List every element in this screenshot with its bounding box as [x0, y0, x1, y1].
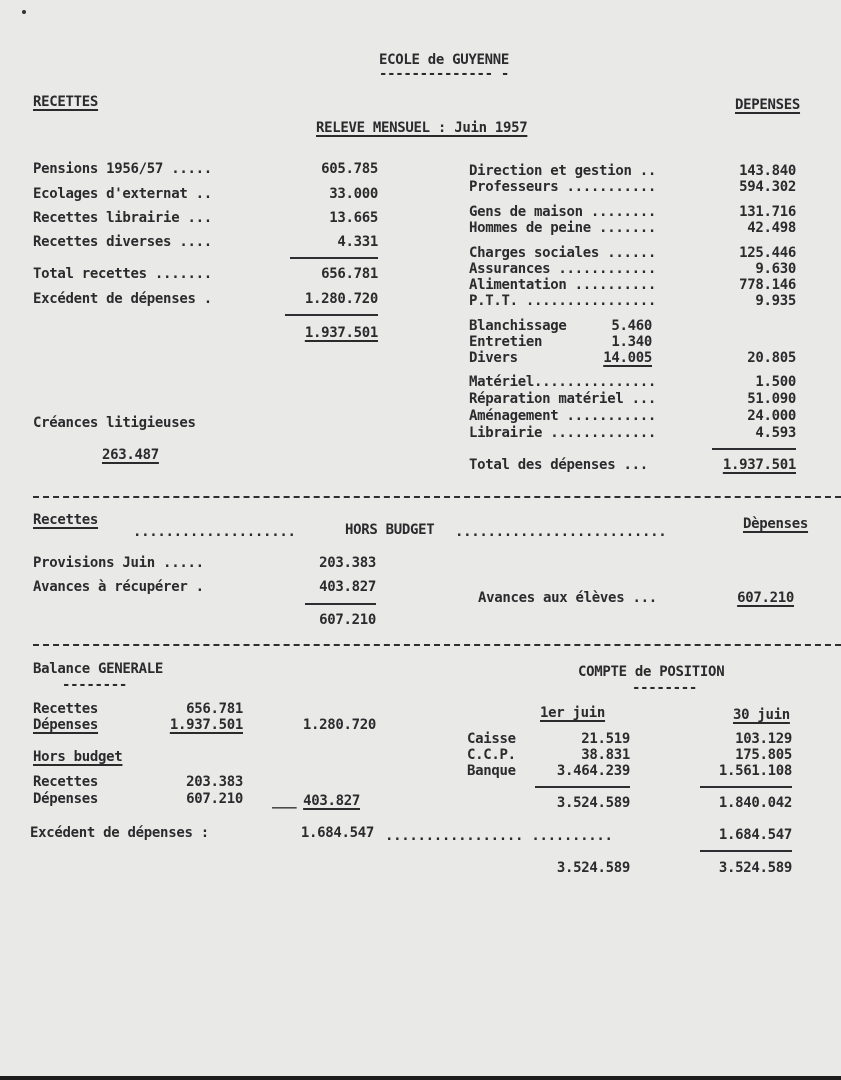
- hb-recettes-label: Recettes: [33, 774, 99, 790]
- excedent-label: Excédent de dépenses .: [33, 291, 212, 307]
- compte-final1: 3.524.589: [556, 860, 630, 876]
- total-depenses-label: Total des dépenses ...: [469, 457, 648, 473]
- depense-value: 9.630: [755, 261, 796, 277]
- balance-recettes-label: Recettes: [33, 701, 99, 717]
- blanchissage-label: Blanchissage: [469, 318, 567, 334]
- entretien-label: Entretien: [469, 334, 543, 350]
- subtotal-value: 20.805: [747, 350, 796, 366]
- hb-depenses-heading: Dèpenses: [743, 516, 809, 532]
- depense-label: Professeurs ...........: [469, 179, 656, 195]
- hb-recettes-heading: Recettes: [33, 512, 99, 528]
- depense-value: 9.935: [755, 293, 796, 309]
- compte-final2: 3.524.589: [718, 860, 792, 876]
- compte-heading-underline: --------: [632, 680, 698, 696]
- balance-heading-underline: --------: [62, 677, 128, 693]
- hors-budget-heading: Hors budget: [33, 749, 123, 765]
- balance-heading: Balance GENERALE: [33, 661, 164, 677]
- col-30-juin: 30 juin: [733, 707, 790, 723]
- section-divider: [33, 496, 841, 498]
- depense-label: Charges sociales ......: [469, 245, 656, 261]
- compte-row-v2: 1.561.108: [718, 763, 792, 779]
- report-subtitle: RELEVE MENSUEL : Juin 1957: [316, 120, 528, 136]
- compte-heading: COMPTE de POSITION: [578, 664, 725, 680]
- recette-value: 605.785: [321, 161, 378, 177]
- hb-line-value: 203.383: [319, 555, 376, 571]
- compte-row-label: Caisse: [467, 731, 516, 747]
- total-rule: [290, 257, 378, 259]
- depense-label: Hommes de peine .......: [469, 220, 656, 236]
- depense-label: P.T.T. ................: [469, 293, 656, 309]
- depense-label: Réparation matériel ...: [469, 391, 656, 407]
- recette-value: 33.000: [329, 186, 378, 202]
- grand-total-left: 1.937.501: [304, 325, 378, 341]
- compte-rule: [700, 850, 792, 852]
- depense-label: Aménagement ...........: [469, 408, 656, 424]
- compte-row-v1: 3.464.239: [556, 763, 630, 779]
- recette-value: 13.665: [329, 210, 378, 226]
- depense-label: Librairie .............: [469, 425, 656, 441]
- hb-dots: ..........................: [455, 524, 667, 540]
- balance-depenses-value: 1.937.501: [169, 717, 243, 733]
- recette-value: 4.331: [337, 234, 378, 250]
- avances-label: Avances aux élèves ...: [478, 590, 657, 606]
- hb-diff: 403.827: [303, 793, 360, 809]
- hb-depenses-value: 607.210: [186, 791, 243, 807]
- avances-value: 607.210: [737, 590, 794, 606]
- balance-diff: 1.280.720: [302, 717, 376, 733]
- depense-label: Alimentation ..........: [469, 277, 656, 293]
- hb-total-rule: [305, 603, 376, 605]
- compte-row-label: Banque: [467, 763, 516, 779]
- hb-line-label: Avances à récupérer .: [33, 579, 204, 595]
- balance-recettes-value: 656.781: [186, 701, 243, 717]
- compte-rule: [535, 786, 630, 788]
- divers-label: Divers: [469, 350, 518, 366]
- hb-total: 607.210: [319, 612, 376, 628]
- blanchissage-value: 5.460: [611, 318, 652, 334]
- hb-depenses-label: Dépenses: [33, 791, 99, 807]
- section-divider: [33, 644, 841, 646]
- scan-edge: [0, 1076, 841, 1080]
- punch-hole-mark: [22, 10, 26, 14]
- depenses-heading: DEPENSES: [735, 97, 801, 113]
- recette-label: Recettes librairie ...: [33, 210, 212, 226]
- compte-rule: [700, 786, 792, 788]
- leader-dots: ................. ..........: [385, 828, 613, 844]
- excedent-final-label: Excédent de dépenses :: [30, 825, 209, 841]
- depense-value: 4.593: [755, 425, 796, 441]
- compte-row-label: C.C.P.: [467, 747, 516, 763]
- depense-value: 143.840: [739, 163, 796, 179]
- total-recettes-label: Total recettes .......: [33, 266, 212, 282]
- total-rule: [712, 448, 796, 450]
- depense-value: 51.090: [747, 391, 796, 407]
- recette-label: Recettes diverses ....: [33, 234, 212, 250]
- depense-label: Gens de maison ........: [469, 204, 656, 220]
- depense-label: Matériel...............: [469, 374, 656, 390]
- recette-label: Ecolages d'externat ..: [33, 186, 212, 202]
- recettes-heading: RECETTES: [33, 94, 99, 110]
- depense-value: 24.000: [747, 408, 796, 424]
- hb-center-label: HORS BUDGET: [345, 522, 435, 538]
- divers-value: 14.005: [603, 350, 652, 366]
- depense-value: 594.302: [739, 179, 796, 195]
- compte-total2: 1.840.042: [718, 795, 792, 811]
- depense-value: 1.500: [755, 374, 796, 390]
- depense-value: 778.146: [739, 277, 796, 293]
- compte-row-v1: 21.519: [581, 731, 630, 747]
- compte-row-v2: 103.129: [735, 731, 792, 747]
- hb-recettes-value: 203.383: [186, 774, 243, 790]
- depense-value: 42.498: [747, 220, 796, 236]
- col-1er-juin: 1er juin: [540, 705, 606, 721]
- compte-row-v2: 175.805: [735, 747, 792, 763]
- depense-value: 125.446: [739, 245, 796, 261]
- excedent-value: 1.280.720: [304, 291, 378, 307]
- depense-value: 131.716: [739, 204, 796, 220]
- excedent-final-value: 1.684.547: [300, 825, 374, 841]
- title-underline: -------------- -: [379, 66, 510, 82]
- total-depenses-value: 1.937.501: [722, 457, 796, 473]
- hb-line-value: 403.827: [319, 579, 376, 595]
- creances-label: Créances litigieuses: [33, 415, 196, 431]
- creances-value: 263.487: [102, 447, 159, 463]
- document-title: ECOLE de GUYENNE: [379, 52, 510, 68]
- hb-diff-prefix: ___: [272, 793, 297, 809]
- total-recettes-value: 656.781: [321, 266, 378, 282]
- depense-label: Direction et gestion ..: [469, 163, 656, 179]
- entretien-value: 1.340: [611, 334, 652, 350]
- compte-total1: 3.524.589: [556, 795, 630, 811]
- balance-depenses-label: Dépenses: [33, 717, 99, 733]
- depense-label: Assurances ............: [469, 261, 656, 277]
- recette-label: Pensions 1956/57 .....: [33, 161, 212, 177]
- compte-excedent: 1.684.547: [718, 827, 792, 843]
- hb-dots: ....................: [133, 524, 296, 540]
- grand-total-rule: [285, 314, 378, 316]
- hb-line-label: Provisions Juin .....: [33, 555, 204, 571]
- compte-row-v1: 38.831: [581, 747, 630, 763]
